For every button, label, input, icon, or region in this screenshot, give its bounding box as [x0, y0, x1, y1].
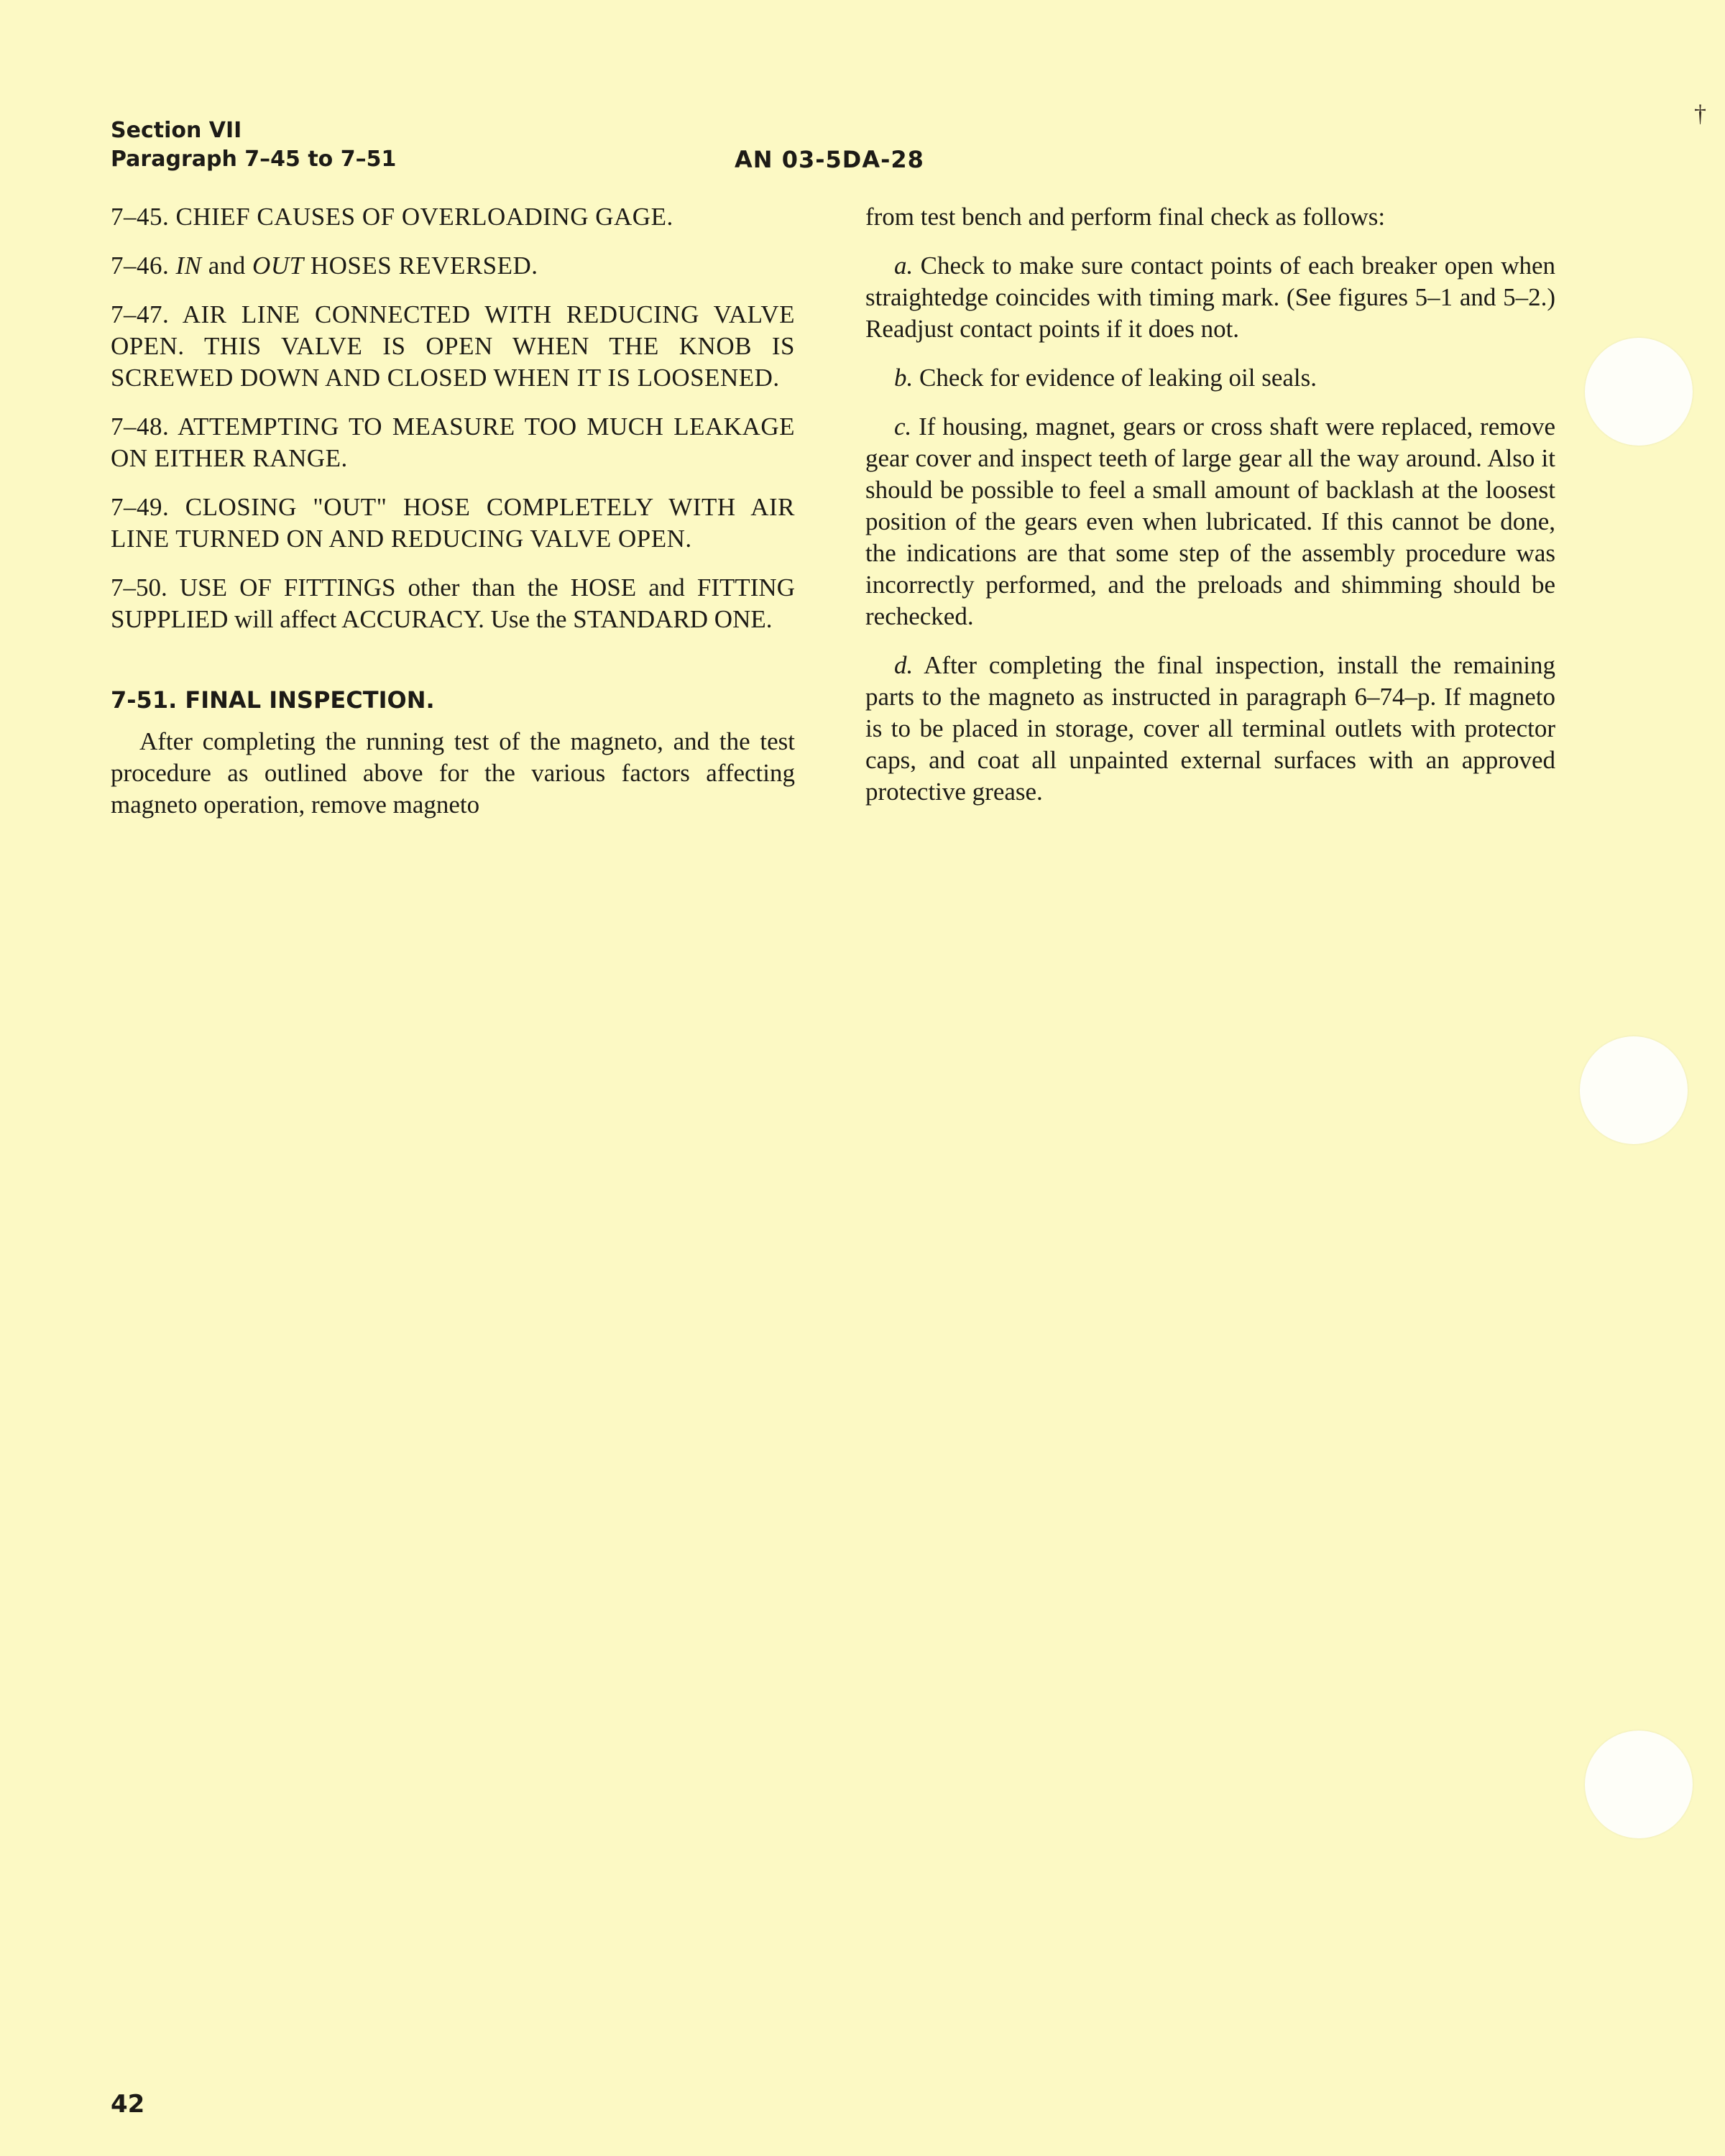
in-term: IN	[175, 252, 202, 280]
left-column	[111, 201, 795, 821]
binder-hole-middle	[1580, 1036, 1688, 1144]
binder-hole-bottom	[1585, 1731, 1693, 1838]
paragraph-7-49: 7–49. CLOSING "OUT" HOSE COMPLETELY WITH AIR LINE TURNED ON AND REDUCING VALVE OPEN.	[111, 493, 795, 553]
paragraph-number: 7–46.	[111, 252, 170, 280]
step-label: b.	[894, 364, 914, 392]
step-label: c.	[894, 413, 912, 441]
step-d	[865, 650, 1555, 808]
paragraph-7-48: 7–48. ATTEMPTING TO MEASURE TOO MUCH LEAKAGE ON EITHER RANGE.	[111, 413, 795, 472]
paragraph-range: Paragraph 7–45 to 7–51	[111, 147, 397, 172]
paragraph-7-47: 7–47. AIR LINE CONNECTED WITH REDUCING VALVE OPEN. THIS VALVE IS OPEN WHEN THE KNOB IS SCREWED DOWN AND CLOSED WHEN IT IS LOOSENED.	[111, 300, 795, 392]
step-text: After completing the final inspection, install the remaining parts to the magneto as instructed in paragraph 6–74–p. If magneto is to be placed in storage, cover all terminal outlets with protector caps, and coat all unpainted external surfaces with an approved protective grease.	[865, 651, 1555, 806]
step-text: Check for evidence of leaking oil seals.	[919, 364, 1317, 392]
paragraph-7-50: 7–50. USE OF FITTINGS other than the HOSE and FITTING SUPPLIED will affect ACCURACY. Use the STANDARD ONE.	[111, 573, 795, 633]
step-text: Check to make sure contact points of each breaker open when straightedge coincides with timing mark. (See figures 5–1 and 5–2.) Readjust contact points if it does not.	[865, 252, 1556, 343]
page-header-section	[111, 116, 396, 174]
step-a	[865, 250, 1555, 345]
step-text: If housing, magnet, gears or cross shaft were replaced, remove gear cover and inspect teeth of large gear all the way around. Also it should be possible to feel a small amount of backlash at the loosest position of the gears even when lubricated. If this cannot be done, the indications are that some step of the assembly procedure was incorrectly performed, and the preloads and shimming should be rechecked.	[865, 413, 1556, 630]
margin-mark-icon: †	[1694, 101, 1706, 127]
final-check-intro: from test bench and perform final check as follows:	[865, 203, 1386, 231]
right-column	[865, 201, 1555, 825]
and-word: and	[208, 252, 246, 280]
document-id: AN 03-5DA-28	[735, 146, 924, 173]
step-label: d.	[894, 651, 914, 679]
paragraph-rest: HOSES REVERSED.	[310, 252, 538, 280]
section-label: Section VII	[111, 118, 242, 143]
step-b	[865, 362, 1555, 394]
out-term: OUT	[252, 252, 304, 280]
section-heading-final-inspection: 7-51. FINAL INSPECTION.	[111, 686, 435, 714]
page-number: 42	[111, 2090, 145, 2119]
binder-hole-top	[1585, 338, 1693, 446]
paragraph-7-51-body: After completing the running test of the magneto, and the test procedure as outlined above for the various factors affecting magneto operation, remove magneto	[111, 727, 795, 819]
paragraph-7-46	[111, 250, 795, 282]
paragraph-7-45: 7–45. CHIEF CAUSES OF OVERLOADING GAGE.	[111, 203, 673, 231]
step-label: a.	[894, 252, 914, 280]
step-c	[865, 411, 1555, 632]
